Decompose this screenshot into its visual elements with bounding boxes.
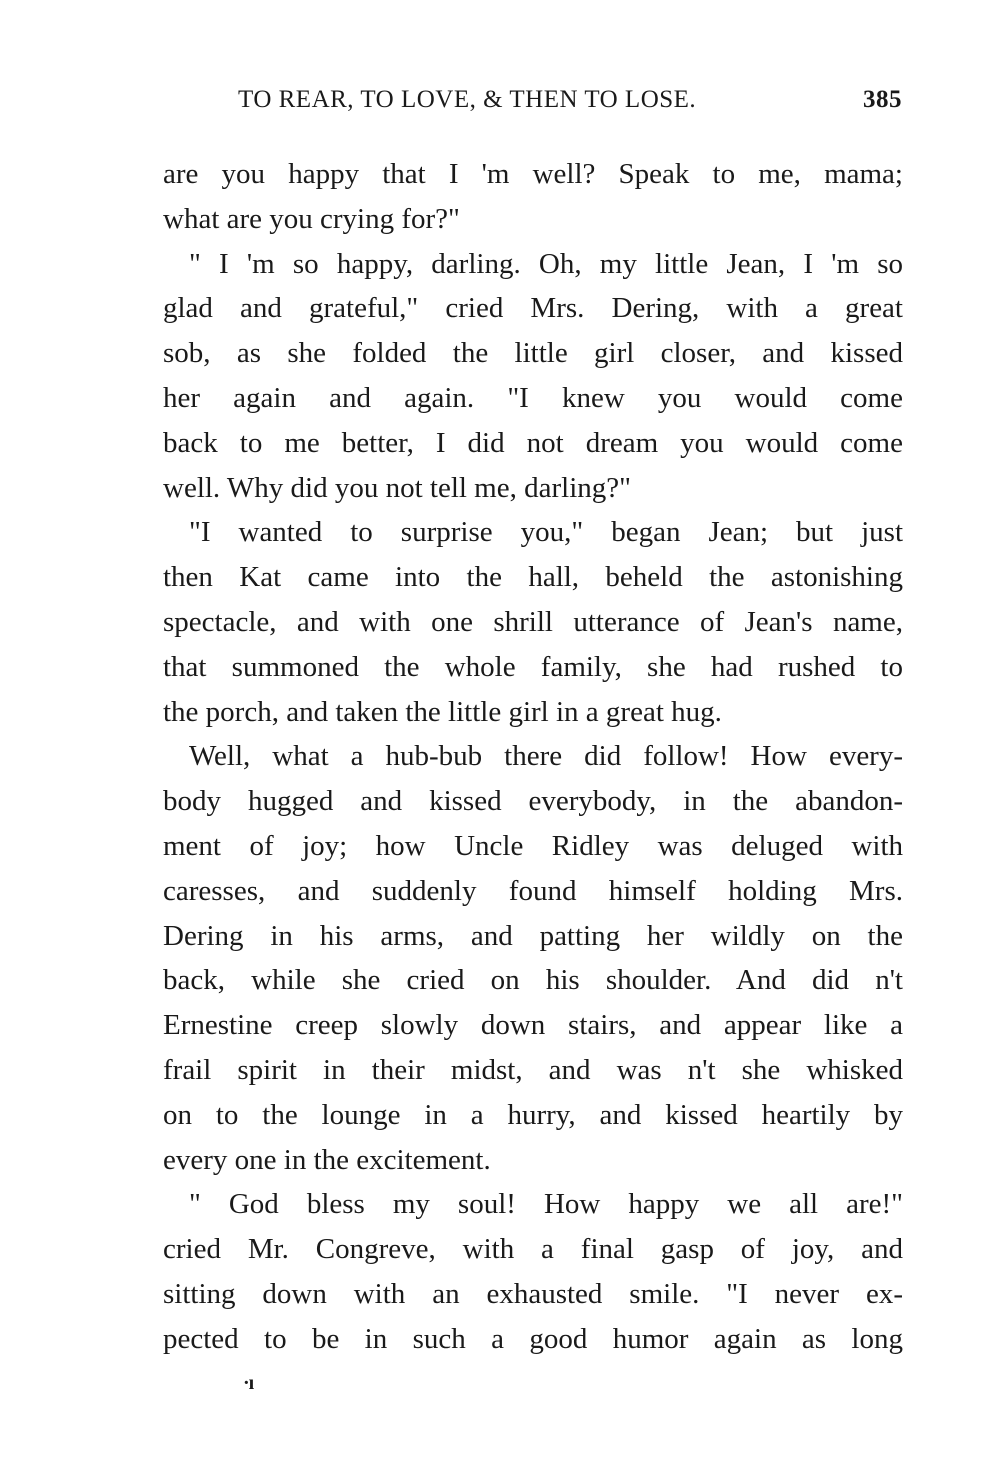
paragraph xyxy=(163,152,903,242)
paragraph xyxy=(163,242,903,511)
text-line: pected to be in such a good humor again as long xyxy=(163,1322,903,1355)
text-line: that summoned the whole family, she had rushed to xyxy=(163,650,903,683)
paragraph xyxy=(163,1182,903,1361)
text-line: spectacle, and with one shrill utterance of Jean's name, xyxy=(163,605,903,638)
text-line: sitting down with an exhausted smile. "I never ex- xyxy=(163,1277,903,1310)
body-text xyxy=(163,152,903,1362)
text-line: cried Mr. Congreve, with a final gasp of joy, and xyxy=(163,1233,903,1266)
text-line: Dering in his arms, and patting her wildly on the xyxy=(163,919,903,952)
text-line: caresses, and suddenly found himself holding Mrs. xyxy=(163,874,903,907)
text-line: glad and grateful," cried Mrs. Dering, with a great xyxy=(163,292,903,325)
text-line: frail spirit in their midst, and was n't she whisked xyxy=(163,1053,903,1086)
text-line: Well, what a hub-bub there did follow! How every- xyxy=(189,740,903,773)
text-line: then Kat came into the hall, beheld the astonishing xyxy=(163,561,903,594)
text-line: body hugged and kissed everybody, in the abandon- xyxy=(163,785,903,818)
text-line: every one in the excitement. xyxy=(163,1143,491,1176)
text-line: " God bless my soul! How happy we all are!" xyxy=(189,1188,903,1221)
text-line: "I wanted to surprise you," began Jean; but just xyxy=(189,516,903,549)
text-line: are you happy that I 'm well? Speak to me, mama; xyxy=(163,158,903,190)
running-title: TO REAR, TO LOVE, & THEN TO LOSE. xyxy=(238,86,697,113)
signature-mark: ·ı xyxy=(243,1372,254,1394)
text-line: well. Why did you not tell me, darling?" xyxy=(163,471,631,504)
page-number: 385 xyxy=(863,86,902,113)
text-line: sob, as she folded the little girl closer, and kissed xyxy=(163,337,903,370)
paragraph xyxy=(163,734,903,1182)
text-line: on to the lounge in a hurry, and kissed heartily by xyxy=(163,1098,903,1131)
paragraph xyxy=(163,510,903,734)
text-line: her again and again. "I knew you would come xyxy=(163,381,903,414)
running-head xyxy=(238,86,908,122)
text-line: back to me better, I did not dream you would come xyxy=(163,426,903,459)
text-line: Ernestine creep slowly down stairs, and appear like a xyxy=(163,1009,903,1042)
text-line: ment of joy; how Uncle Ridley was deluged with xyxy=(163,829,903,862)
text-line: " I 'm so happy, darling. Oh, my little Jean, I 'm so xyxy=(189,247,903,280)
text-line: the porch, and taken the little girl in a great hug. xyxy=(163,695,722,728)
text-line: back, while she cried on his shoulder. And did n't xyxy=(163,964,903,997)
text-line: what are you crying for?" xyxy=(163,202,460,235)
